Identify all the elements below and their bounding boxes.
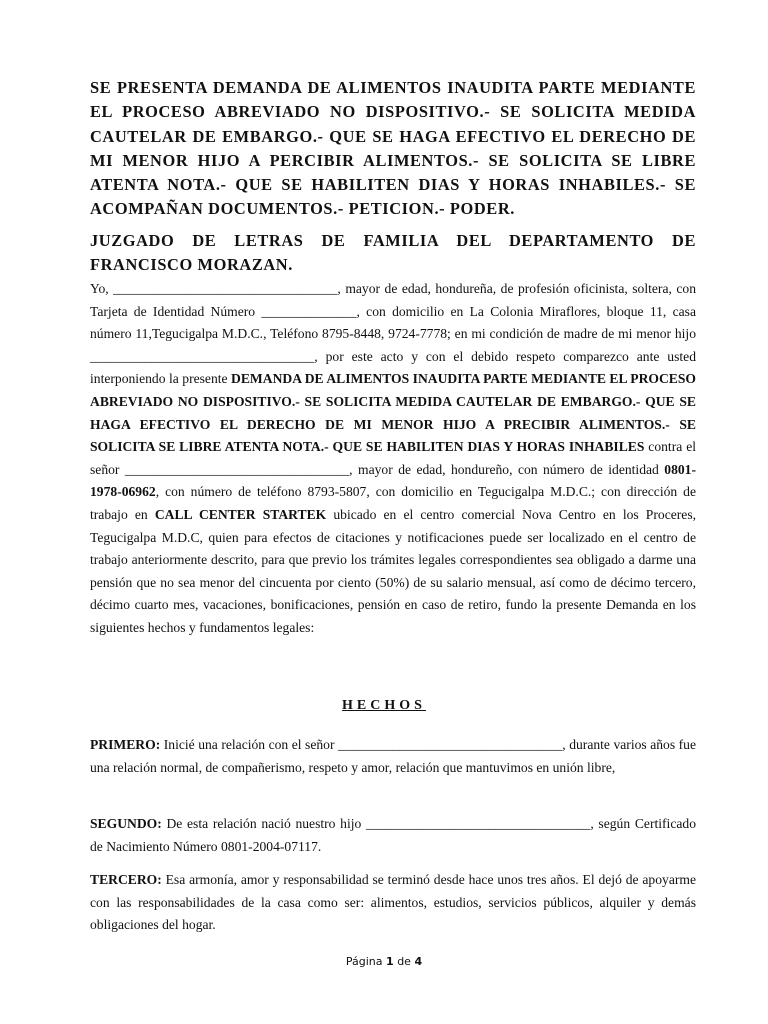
footer-current-page: 1 (386, 955, 394, 968)
employer-name: CALL CENTER STARTEK (154, 506, 327, 522)
court-heading: JUZGADO DE LETRAS DE FAMILIA DEL DEPARTAMENTO DE FRANCISCO MORAZAN. (90, 231, 696, 274)
intro-text-2: contra el señor _________________________________, mayor de edad, hondureño, con número de identidad (90, 439, 696, 477)
intro-demand-title: DEMANDA DE ALIMENTOS INAUDITA PARTE MEDIANTE EL PROCESO ABREVIADO NO DISPOSITIVO.- SE SOLICITA MEDIDA CAUTELAR DE EMBARGO.- QUE SE HAGA EFECTIVO EL DERECHO DE MI MENOR HIJO A PRECIBIR ALIMENTOS.- SE SOLICITA SE LIBRE ATENTA NOTA.- QUE SE HABILITEN DIAS Y HORAS INHABILES (90, 371, 696, 455)
identity-number: 0801-1978-06962 (90, 461, 696, 500)
fact-segundo (90, 813, 696, 858)
intro-text-1: Yo, _________________________________, mayor de edad, hondureña, de profesión oficinista, soltera, con Tarjeta de Identidad Número ______________, con domicilio en La Colonia Miraflores, bloque 11, casa número 11,Tegucigalpa M.D.C., Teléfono 8795-8448, 9724-7778; en mi condición de madre de mi menor hijo _________________________________, por este acto y con el debido respeto comparezco ante usted interponiendo la presente (90, 281, 696, 387)
fact-label: TERCERO: (90, 872, 162, 887)
fact-label: SEGUNDO: (90, 816, 162, 831)
intro-paragraph (90, 278, 696, 640)
fact-label: PRIMERO: (90, 737, 161, 752)
footer-page-word: Página (345, 955, 383, 968)
footer-of-word: de (397, 955, 411, 968)
intro-text-4: ubicado en el centro comercial Nova Centro en los Proceres, Tegucigalpa M.D.C, quien para efectos de citaciones y notificaciones puede ser localizado en el centro de trabajo anteriormente descrito, para que previo los trámites legales correspondientes sea obligado a darme una pensión que no sea menor del cincuenta por ciento (50%) de su salario mensual, así como de décimo tercero, décimo cuarto mes, vacaciones, bonificaciones, pensión en caso de retiro, fundo la presente Demanda en los siguientes hechos y fundamentos legales: (90, 506, 697, 635)
fact-tercero (90, 869, 696, 937)
fact-primero (90, 734, 696, 779)
fact-text: Inicié una relación con el señor _________________________________, durante varios años fue una relación normal, de compañerismo, respeto y amor, relación que mantuvimos en unión libre, (90, 737, 696, 775)
hechos-heading: HECHOS (342, 698, 426, 713)
page-footer (0, 955, 768, 968)
footer-total-pages: 4 (414, 955, 423, 968)
intro-text-3: , con número de teléfono 8793-5807, con domicilio en Tegucigalpa M.D.C.; con dirección de trabajo en (90, 484, 696, 522)
fact-text: De esta relación nació nuestro hijo _________________________________, según Certificado de Nacimiento Número 0801-2004-07117. (90, 816, 696, 854)
document-title: SE PRESENTA DEMANDA DE ALIMENTOS INAUDITA PARTE MEDIANTE EL PROCESO ABREVIADO NO DISPOSITIVO.- SE SOLICITA MEDIDA CAUTELAR DE EMBARGO.- QUE SE HAGA EFECTIVO EL DERECHO DE MI MENOR HIJO A PERCIBIR ALIMENTOS.- SE SOLICITA SE LIBRE ATENTA NOTA.- QUE SE HABILITEN DIAS Y HORAS INHABILES.- SE ACOMPAÑAN DOCUMENTOS.- PETICION.- PODER. (90, 78, 696, 219)
fact-text: Esa armonía, amor y responsabilidad se terminó desde hace unos tres años. El dejó de apoyarme con las responsabilidades de la casa como ser: alimentos, estudios, servicios públicos, alquiler y demás obligaciones del hogar. (90, 872, 696, 933)
